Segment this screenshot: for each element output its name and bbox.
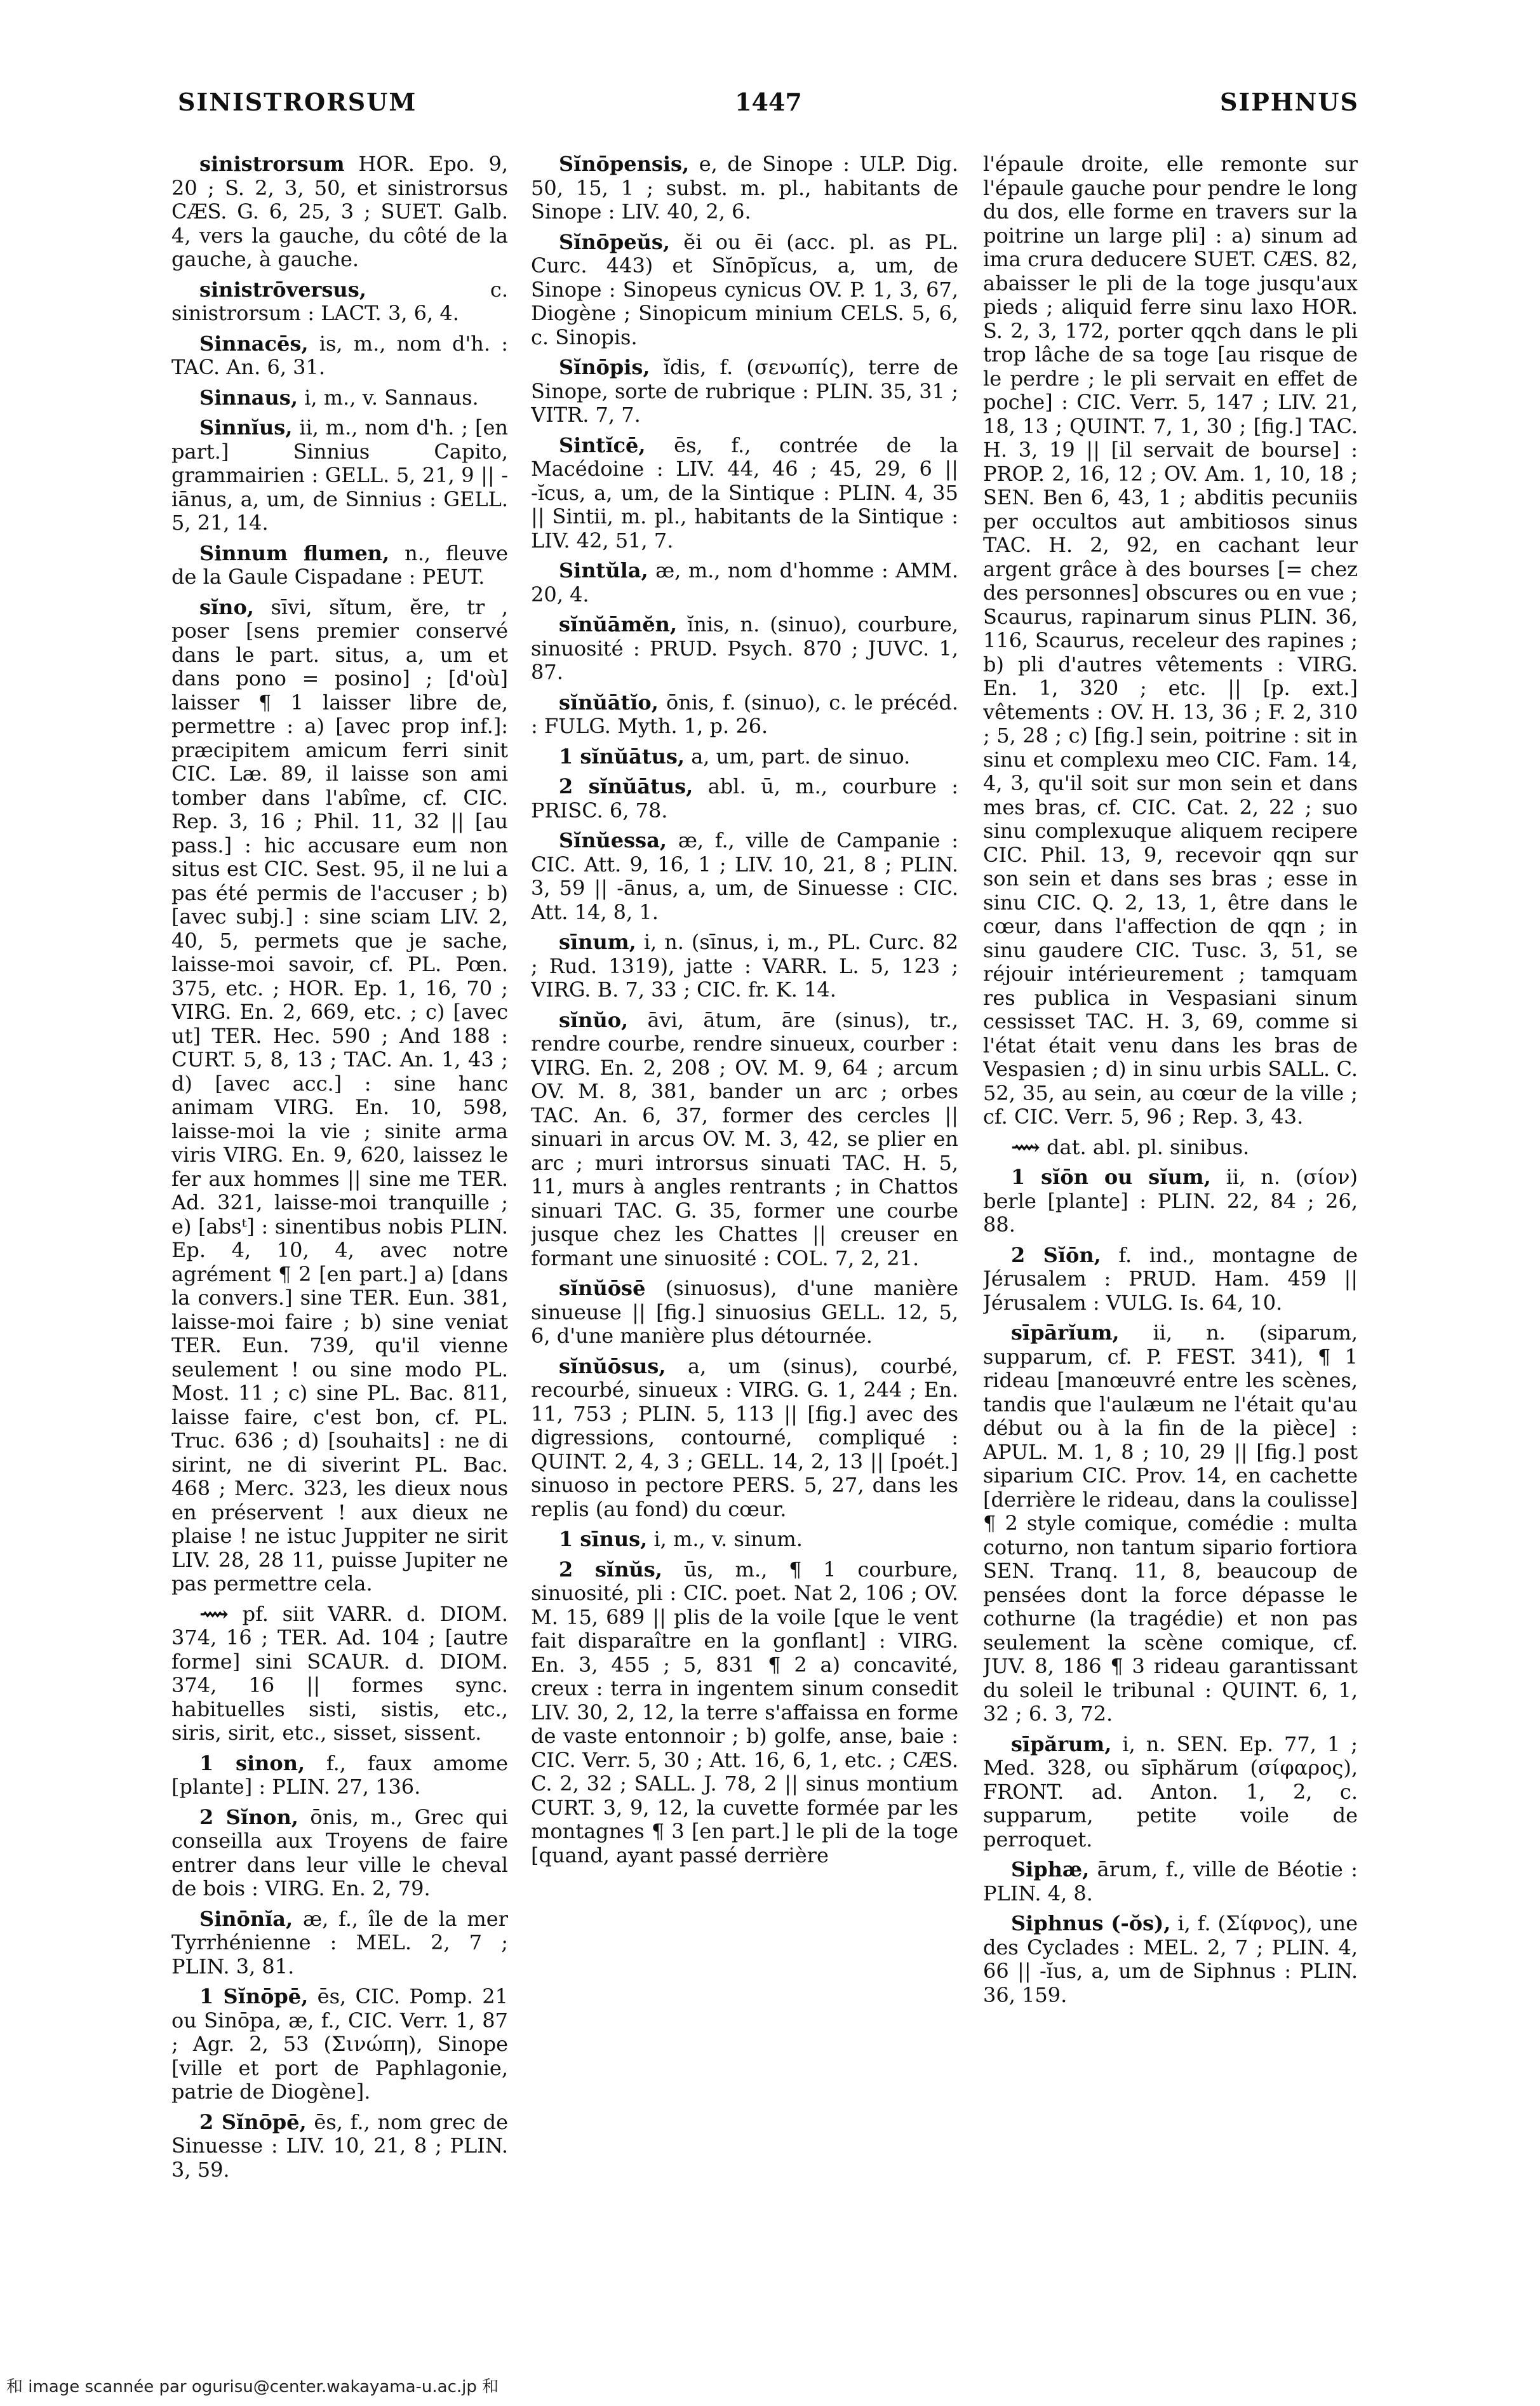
dictionary-entry (983, 1912, 1358, 2007)
entry-headword: sĭnŭātĭo, (559, 690, 659, 715)
dictionary-entry (171, 416, 508, 535)
dictionary-entry (531, 829, 958, 924)
dictionary-entry (983, 1858, 1358, 1905)
entry-headword: Sĭnŭessa, (559, 828, 667, 852)
entry-headword: 2 sĭnŭs, (559, 1557, 662, 1582)
column-3 (983, 152, 1358, 2261)
header-left-guideword: SINISTRORSUM (178, 88, 417, 116)
entry-definition: HOR. Epo. 9, 20 ; S. 2, 3, 50, et sinistrorsus CÆS. G. 6, 25, 3 ; SUET. Galb. 4, vers la gauche, du côté de la gauche, à gauche. (171, 152, 508, 271)
entry-headword: Sinnum flumen, (199, 541, 390, 565)
dictionary-entry (531, 1009, 958, 1271)
entry-definition: æ, f., ville de Campanie : CIC. Att. 9, 16, 1 ; LIV. 10, 21, 8 ; PLIN. 3, 59 || -ānus, a, um, de Sinuesse : CIC. Att. 14, 8, 1. (531, 828, 958, 924)
entry-headword: Sinnacēs, (199, 331, 309, 356)
entry-headword: Siphæ, (1011, 1857, 1090, 1881)
entry-headword: Sĭnōpensis, (559, 152, 690, 176)
column-1 (171, 152, 508, 2261)
dictionary-entry (983, 152, 1358, 1129)
scan-credit: 和 image scannée par ogurisu@center.wakayama-u.ac.jp 和 (6, 2377, 499, 2396)
entry-headword: 1 Sĭnōpē, (199, 1984, 309, 2008)
entry-definition: i, f. (Σίφνος), une des Cyclades : MEL. 2, 7 ; PLIN. 4, 66 || -ĭus, a, um de Siphnus : PLIN. 36, 159. (983, 1911, 1358, 2007)
dictionary-entry (171, 1603, 508, 1745)
entry-definition: ōnis, f. (sinuo), c. le précéd. : FULG. Myth. 1, p. 26. (531, 690, 958, 738)
entry-headword: 1 sinon, (199, 1751, 305, 1775)
dictionary-entry (531, 613, 958, 685)
dictionary-entry (171, 386, 508, 410)
entry-headword: sīpārĭum, (1011, 1321, 1120, 1345)
entry-definition: pf. siit VARR. d. DIOM. 374, 16 ; TER. Ad. 104 ; [autre forme] sini SCAUR. d. DIOM. 374, 16 || formes sync. habituelles sisti, sistis, etc., siris, sirit, etc., sisset, sissent. (171, 1601, 508, 1745)
dictionary-entry (531, 931, 958, 1002)
entry-definition: dat. abl. pl. sinibus. (1047, 1134, 1250, 1159)
entry-definition: c. sinistrorsum : LACT. 3, 6, 4. (171, 277, 508, 325)
dictionary-entry (531, 559, 958, 607)
entry-definition: i, n. SEN. Ep. 77, 1 ; Med. 328, ou sīphărum (σίφαρος), FRONT. ad. Anton. 1, 2, c. supparum, petite voile de perroquet. (983, 1731, 1358, 1852)
dictionary-entry (171, 332, 508, 380)
entry-definition: i, m., v. Sannaus. (304, 385, 479, 410)
entry-definition: æ, m., nom d'homme : AMM. 20, 4. (531, 558, 958, 607)
entry-headword: Sinnĭus, (199, 415, 293, 440)
entry-definition: ēs, CIC. Pomp. 21 ou Sinōpa, æ, f., CIC. Verr. 1, 87 ; Agr. 2, 53 (Σινώπη), Sinope [ville et port de Paphlagonie, patrie de Diogène]. (171, 1984, 508, 2104)
entry-definition: ĭnis, n. (sinuo), courbure, sinuosité : PRUD. Psych. 870 ; JUVC. 1, 87. (531, 612, 958, 684)
entry-definition: f., faux amome [plante] : PLIN. 27, 136. (171, 1751, 508, 1799)
dictionary-entry (983, 1733, 1358, 1852)
entry-headword: 1 sīnus, (559, 1527, 648, 1551)
entry-headword: 1 sĭōn ou sĭum, (1011, 1165, 1211, 1189)
entry-headword: sĭnŭo, (559, 1007, 629, 1032)
dictionary-entry (171, 152, 508, 272)
dictionary-entry (171, 542, 508, 589)
entry-headword: Sintŭla, (559, 558, 648, 582)
entry-definition: ūs, m., ¶ 1 courbure, sinuosité, pli : CIC. poet. Nat 2, 106 ; OV. M. 15, 689 || plis de la voile [que le vent fait disparaître en la gonflant] : VIRG. En. 3, 455 ; 5, 831 ¶ 2 a) concavité, creux : terra in ingentem sinum consedit LIV. 30, 2, 12, la terre s'affaissa en forme de vaste entonnoir ; b) golfe, anse, baie : CIC. Verr. 5, 30 ; Att. 16, 6, 1, etc. ; CÆS. C. 2, 32 ; SALL. J. 78, 2 || sinus montium CURT. 3, 9, 12, la cuvette formée par les montagnes ¶ 3 [en part.] le pli de la toge [quand, ayant passé derrière (531, 1557, 958, 1867)
dictionary-entry (171, 596, 508, 1596)
entry-definition: āvi, ātum, āre (sinus), tr., rendre courbe, rendre sinueux, courber : VIRG. En. 2, 208 ; OV. M. 9, 64 ; arcum OV. M. 8, 381, bander un arc ; orbes TAC. An. 6, 37, former des cercles || sinuari in arcus OV. M. 3, 42, se plier en arc ; muri introrsus sinuati TAC. H. 5, 11, murs à angles rentrants ; in Chattos sinuari TAC. G. 35, former une courbe jusque chez les Chattes || creuser en formant une sinuosité : COL. 7, 2, 21. (531, 1007, 958, 1270)
entry-headword: sīnum, (559, 930, 636, 954)
entry-definition: ārum, f., ville de Béotie : PLIN. 4, 8. (983, 1857, 1358, 1905)
entry-definition: ĕi ou ēi (acc. pl. as PL. Curc. 443) et Sĭnōpĭcus, a, um, de Sinope : Sinopeus cynicus OV. P. 1, 3, 67, Diogène ; Sinopicum minium CELS. 5, 6, c. Sinopis. (531, 229, 958, 349)
entry-definition: (sinuosus), d'une manière sinueuse || [fig.] sinuosius GELL. 12, 5, 6, d'une manière plus détournée. (531, 1276, 958, 1348)
entry-headword: 2 sĭnŭātus, (559, 774, 693, 798)
entry-definition: i, m., v. sinum. (653, 1527, 803, 1551)
entry-headword: Sĭnōpeŭs, (559, 229, 671, 254)
entry-definition: a, um, part. de sinuo. (691, 744, 911, 769)
entry-headword: Sinnaus, (199, 385, 298, 410)
dictionary-entry (531, 152, 958, 224)
entry-definition: n., fleuve de la Gaule Cispadane : PEUT. (171, 541, 508, 589)
dictionary-entry (531, 1528, 958, 1552)
dictionary-entry (171, 1806, 508, 1901)
entry-headword: 2 Sĭnon, (199, 1805, 298, 1829)
entry-headword: Sĭnōpis, (559, 355, 650, 379)
entry-definition: ēs, f., nom grec de Sinuesse : LIV. 10, 21, 8 ; PLIN. 3, 59. (171, 2109, 508, 2182)
dictionary-entry (983, 1244, 1358, 1315)
entry-headword: ⟿ (199, 1601, 229, 1626)
entry-definition: a, um (sinus), courbé, recourbé, sinueux : VIRG. G. 1, 244 ; En. 11, 753 ; PLIN. 5, 113 || [fig.] avec des digressions, contourné, compliqué : QUINT. 2, 4, 3 ; GELL. 14, 2, 13 || [poét.] sinuoso in pectore PERS. 5, 27, dans les replis (au fond) du cœur. (531, 1354, 958, 1521)
dictionary-entry (531, 745, 958, 769)
dictionary-entry (171, 2111, 508, 2182)
dictionary-entry (531, 1558, 958, 1868)
entry-headword: sīpărum, (1011, 1731, 1112, 1756)
entry-headword: 2 Sĭōn, (1011, 1242, 1101, 1267)
entry-definition: æ, f., île de la mer Tyrrhénienne : MEL. 2, 7 ; PLIN. 3, 81. (171, 1906, 508, 1979)
page-number: 1447 (735, 88, 802, 116)
entry-headword: sĭnŭōsus, (559, 1354, 666, 1378)
dictionary-entry (531, 434, 958, 553)
entry-definition: ii, m., nom d'h. ; [en part.] Sinnius Capito, grammairien : GELL. 5, 21, 9 || -iānus, a, um, de Sinnius : GELL. 5, 21, 14. (171, 415, 508, 535)
entry-definition: l'épaule droite, elle remonte sur l'épaule gauche pour pendre le long du dos, elle forme en travers sur la poitrine un large pli] : a) sinum ad ima crura deducere SUET. CÆS. 82, abaisser le pli de la toge jusqu'aux pieds ; aliquid ferre sinu laxo HOR. S. 2, 3, 172, porter qqch dans le pli trop lâche de sa toge [au risque de le perdre ; le pli servait en effet de poche] : CIC. Verr. 5, 147 ; LIV. 21, 18, 13 ; QUINT. 7, 1, 30 ; [fig.] TAC. H. 3, 19 || [il servait de bourse] : PROP. 2, 16, 12 ; OV. Am. 1, 10, 18 ; SEN. Ben 6, 43, 1 ; abditis pecuniis per occultos aut ambitiosos sinus TAC. H. 2, 92, en cachant leur argent grâce à des bourses [= chez des personnes] obscures ou en vue ; Scaurus, rapinarum sinus PLIN. 36, 116, Scaurus, receleur des rapines ; b) pli d'autres vêtements : VIRG. En. 1, 320 ; etc. || [p. ext.] vêtements : OV. H. 13, 36 ; F. 2, 310 ; 5, 28 ; c) [fig.] sein, poitrine : sit in sinu et complexu meo CIC. Fam. 14, 4, 3, qu'il soit sur mon sein et dans mes bras, cf. CIC. Cat. 2, 22 ; suo sinu complexuque aliquem recipere CIC. Phil. 13, 9, recevoir qqn sur son sein et dans ses bras ; esse in sinu CIC. Q. 2, 13, 1, être dans le cœur, dans l'affection de qqn ; in sinu gaudere CIC. Tusc. 3, 51, se réjouir intérieurement ; tamquam res publica in Vespasiani sinum cessisset TAC. H. 3, 69, comme si l'état était venu dans les bras de Vespasien ; d) in sinu urbis SALL. C. 52, 35, au sein, au cœur de la ville ; cf. CIC. Verr. 5, 96 ; Rep. 3, 43. (983, 152, 1358, 1129)
page-header (171, 88, 1365, 126)
dictionary-entry (531, 1277, 958, 1348)
entry-definition: ĭdis, f. (σενωπίς), terre de Sinope, sorte de rubrique : PLIN. 35, 31 ; VITR. 7, 7. (531, 355, 958, 427)
entry-headword: Siphnus (-ŏs), (1011, 1911, 1171, 1935)
dictionary-entry (531, 691, 958, 739)
dictionary-entry (171, 1752, 508, 1799)
entry-definition: ēs, f., contrée de la Macédoine : LIV. 44, 46 ; 45, 29, 6 || -ĭcus, a, um, de la Sintique : PLIN. 4, 35 || Sintii, m. pl., habitants de la Sintique : LIV. 42, 51, 7. (531, 433, 958, 553)
entry-headword: 2 Sĭnōpē, (199, 2109, 307, 2134)
entry-headword: ⟿ (1011, 1134, 1040, 1159)
entry-definition: e, de Sinope : ULP. Dig. 50, 15, 1 ; subst. m. pl., habitants de Sinope : LIV. 40, 2, 6. (531, 152, 958, 224)
dictionary-entry (531, 775, 958, 823)
entry-headword: sinistrorsum (199, 152, 345, 176)
dictionary-entry (983, 1166, 1358, 1237)
entry-definition: ōnis, m., Grec qui conseilla aux Troyens de faire entrer dans leur ville le cheval de bois : VIRG. En. 2, 79. (171, 1805, 508, 1900)
dictionary-entry (171, 278, 508, 326)
header-right-guideword: SIPHNUS (1219, 88, 1359, 116)
dictionary-entry (171, 1985, 508, 2104)
column-2 (531, 152, 958, 2261)
dictionary-entry (531, 1355, 958, 1522)
entry-headword: sĭnŭōsē (559, 1276, 646, 1300)
entry-headword: Sintĭcē, (559, 433, 646, 457)
entry-definition: is, m., nom d'h. : TAC. An. 6, 31. (171, 331, 508, 379)
entry-definition: f. ind., montagne de Jérusalem : PRUD. Ham. 459 || Jérusalem : VULG. Is. 64, 10. (983, 1242, 1358, 1315)
entry-headword: sĭnŭāmĕn, (559, 612, 678, 636)
dictionary-entry (171, 1907, 508, 1979)
entry-headword: 1 sĭnŭātus, (559, 744, 685, 769)
entry-definition: i, n. (sīnus, i, m., PL. Curc. 82 ; Rud. 1319), jatte : VARR. L. 5, 123 ; VIRG. B. 7, 33 ; CIC. fr. K. 14. (531, 930, 958, 1002)
entry-definition: abl. ū, m., courbure : PRISC. 6, 78. (531, 774, 958, 823)
entry-headword: Sinōnĭa, (199, 1906, 293, 1931)
entry-definition: ii, n. (σίον) berle [plante] : PLIN. 22, 84 ; 26, 88. (983, 1165, 1358, 1237)
entry-headword: sinistrōversus, (199, 277, 366, 302)
dictionary-entry (531, 231, 958, 350)
entry-definition: sīvi, sĭtum, ĕre, tr , poser [sens premier conservé dans le part. situs, a, um et dans pono = posino] ; [d'où] laisser ¶ 1 laisser libre de, permettre : a) [avec prop inf.]: præcipitem amicum ferri sinit CIC. Læ. 89, il laisse son ami tomber dans l'abîme, cf. CIC. Rep. 3, 16 ; Phil. 11, 32 || [au pass.] : hic accusare eum non situs est CIC. Sest. 95, il ne lui a pas été permis de l'accuser ; b) [avec subj.] : sine sciam LIV. 2, 40, 5, permets que je sache, laisse-moi savoir, cf. PL. Pœn. 375, etc. ; HOR. Ep. 1, 16, 70 ; VIRG. En. 2, 669, etc. ; c) [avec ut] TER. Hec. 590 ; And 188 : CURT. 5, 8, 13 ; TAC. An. 1, 43 ; d) [avec acc.] : sine hanc animam VIRG. En. 10, 598, laisse-moi la vie ; sinite arma viris VIRG. En. 9, 620, laissez le fer aux hommes || sine me TER. Ad. 321, laisse-moi tranquille ; e) [absᵗ] : sinentibus nobis PLIN. Ep. 4, 10, 4, avec notre agrément ¶ 2 [en part.] a) [dans la convers.] sine TER. Eun. 381, laisse-moi faire ; b) sine veniat TER. Eun. 739, qu'il vienne seulement ! ou sine modo PL. Most. 11 ; c) sine PL. Bac. 811, laisse faire, c'est bon, cf. PL. Truc. 636 ; d) [souhaits] : ne di sirint, ne di siverint PL. Bac. 468 ; Merc. 323, les dieux nous en préservent ! aux dieux ne plaise ! ne istuc Juppiter ne sirit LIV. 28, 28 11, puisse Jupiter ne pas permettre cela. (171, 595, 508, 1596)
dictionary-entry (531, 356, 958, 427)
dictionary-entry (983, 1321, 1358, 1726)
dictionary-entry (983, 1136, 1358, 1160)
entry-definition: ii, n. (siparum, supparum, cf. P. FEST. 341), ¶ 1 rideau [manœuvré entre les scènes, tandis que l'aulæum ne l'était qu'au début ou à la fin de la pièce] : APUL. M. 1, 8 ; 10, 29 || [fig.] post siparium CIC. Prov. 14, en cachette [derrière le rideau, dans la coulisse] ¶ 2 style comique, comédie : multa coturno, non tantum sipario fortiora SEN. Tranq. 11, 8, beaucoup de pensées dont la force dépasse le cothurne (la tragédie) et non pas seulement la scène comique, cf. JUV. 8, 186 ¶ 3 rideau garantissant du soleil le tribunal : QUINT. 6, 1, 32 ; 6. 3, 72. (983, 1321, 1358, 1726)
entry-headword: sĭno, (199, 595, 254, 619)
